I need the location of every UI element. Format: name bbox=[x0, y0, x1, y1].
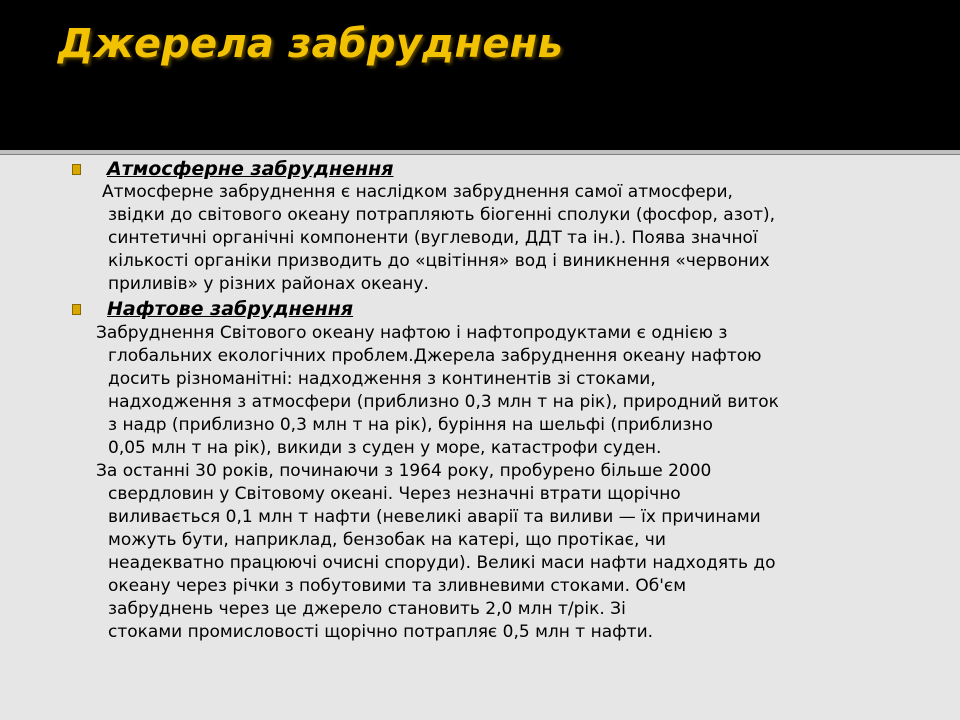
text-line: забруднень через це джерело становить 2,0 млн т/рік. Зі bbox=[108, 599, 626, 619]
text-line: приливів» у різних районах океану. bbox=[108, 274, 429, 294]
paragraph bbox=[96, 322, 779, 460]
section-atmospheric bbox=[72, 158, 393, 181]
text-line: досить різноманітні: надходження з континентів зі стоками, bbox=[108, 369, 656, 389]
bullet-icon bbox=[72, 304, 81, 315]
paragraph bbox=[102, 181, 775, 296]
bullet-icon bbox=[72, 164, 81, 175]
section-heading: Атмосферне забруднення bbox=[107, 158, 394, 180]
text-line: виливається 0,1 млн т нафти (невеликі аварії та виливи — їх причинами bbox=[108, 507, 761, 527]
text-line: 0,05 млн т на рік), викиди з суден у море, катастрофи суден. bbox=[108, 438, 662, 458]
text-line: надходження з атмосфери (приблизно 0,3 млн т на рік), природний виток bbox=[108, 392, 779, 412]
section-heading: Нафтове забруднення bbox=[107, 298, 354, 320]
section-oil bbox=[72, 298, 353, 321]
text-line: кількості органіки призводить до «цвітіння» вод і виникнення «червоних bbox=[108, 251, 770, 271]
title-bar bbox=[0, 0, 960, 150]
text-line: можуть бути, наприклад, бензобак на катері, що протікає, чи bbox=[108, 530, 666, 550]
text-line: Забруднення Світового океану нафтою і нафтопродуктами є однією з bbox=[96, 323, 728, 343]
text-line: неадекватно працюючі очисні споруди). Великі маси нафти надходять до bbox=[108, 553, 776, 573]
paragraph bbox=[96, 460, 776, 644]
text-line: глобальних екологічних проблем.Джерела забруднення океану нафтою bbox=[108, 346, 762, 366]
text-line: стоками промисловості щорічно потрапляє 0,5 млн т нафти. bbox=[108, 622, 654, 642]
text-line: Атмосферне забруднення є наслідком забруднення самої атмосфери, bbox=[102, 182, 733, 202]
text-line: з надр (приблизно 0,3 млн т на рік), буріння на шельфі (приблизно bbox=[108, 415, 713, 435]
text-line: За останні 30 років, починаючи з 1964 року, пробурено більше 2000 bbox=[96, 461, 712, 481]
slide-title: Джерела забруднень bbox=[58, 21, 564, 67]
text-line: звідки до світового океану потрапляють біогенні сполуки (фосфор, азот), bbox=[108, 205, 776, 225]
content-area bbox=[0, 155, 960, 720]
text-line: свердловин у Світовому океані. Через незначні втрати щорічно bbox=[108, 484, 681, 504]
text-line: океану через річки з побутовими та зливневими стоками. Об'єм bbox=[108, 576, 687, 596]
text-line: синтетичні органічні компоненти (вуглеводи, ДДТ та ін.). Поява значної bbox=[108, 228, 758, 248]
